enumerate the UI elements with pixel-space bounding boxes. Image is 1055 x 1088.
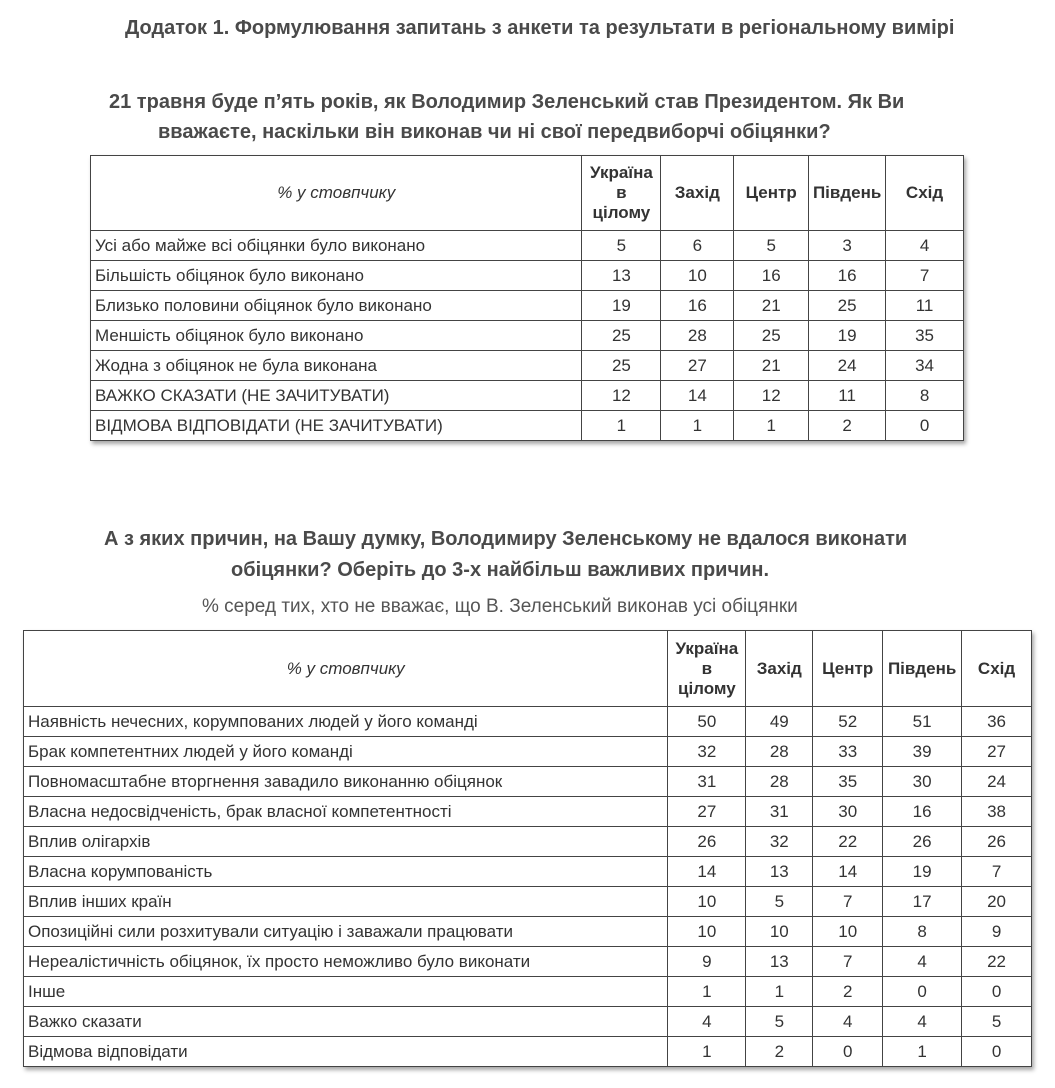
row-label: Інше — [24, 977, 668, 1007]
table-cell-value: 35 — [886, 321, 964, 351]
row-label: Усі або майже всі обіцянки було виконано — [91, 231, 582, 261]
table-cell-value: 31 — [746, 797, 813, 827]
table-cell-value: 3 — [809, 231, 886, 261]
table-cell-value: 30 — [813, 797, 883, 827]
table-row — [91, 411, 964, 441]
table-cell-value: 38 — [962, 797, 1032, 827]
question-1-line-1: 21 травня буде п’ять років, як Володимир Зеленський став Президентом. Як Ви — [109, 91, 905, 113]
table-cell-value: 0 — [813, 1037, 883, 1067]
table-cell-value: 34 — [886, 351, 964, 381]
table-cell-value: 49 — [746, 707, 813, 737]
table-cell-value: 2 — [746, 1037, 813, 1067]
table-cell-value: 25 — [582, 351, 661, 381]
question-2-line-1: А з яких причин, на Вашу думку, Володимиру Зеленському не вдалося виконати — [104, 528, 908, 550]
table-cell-value: 6 — [661, 231, 734, 261]
table-row — [24, 917, 1032, 947]
column-header: Україна в цілому — [582, 156, 661, 231]
table-cell-value: 8 — [886, 381, 964, 411]
row-label: Відмова відповідати — [24, 1037, 668, 1067]
table-cell-value: 4 — [813, 1007, 883, 1037]
question-2-subtitle: % серед тих, хто не вважає, що В. Зеленський виконав усі обіцянки — [202, 596, 798, 617]
table-cell-value: 50 — [668, 707, 746, 737]
table-cell-value: 14 — [661, 381, 734, 411]
table-cell-value: 0 — [962, 1037, 1032, 1067]
row-label: ВАЖКО СКАЗАТИ (НЕ ЗАЧИТУВАТИ) — [91, 381, 582, 411]
table-cell-value: 11 — [809, 381, 886, 411]
row-label: Повномасштабне вторгнення завадило виконанню обіцянок — [24, 767, 668, 797]
table-row — [24, 977, 1032, 1007]
page-title: Додаток 1. Формулювання запитань з анкети та результати в регіональному вимірі — [125, 17, 955, 39]
table-cell-value: 11 — [886, 291, 964, 321]
table-cell-value: 16 — [661, 291, 734, 321]
table-cell-value: 26 — [668, 827, 746, 857]
table-cell-value: 30 — [883, 767, 962, 797]
table-cell-value: 25 — [582, 321, 661, 351]
table-row — [91, 291, 964, 321]
results-table-1 — [90, 155, 964, 441]
table-cell-value: 22 — [813, 827, 883, 857]
table-cell-value: 12 — [734, 381, 809, 411]
table-cell-value: 10 — [668, 887, 746, 917]
table-cell-value: 1 — [746, 977, 813, 1007]
table-cell-value: 27 — [668, 797, 746, 827]
table-cell-value: 5 — [582, 231, 661, 261]
table-row — [91, 381, 964, 411]
table-cell-value: 0 — [962, 977, 1032, 1007]
table-cell-value: 24 — [962, 767, 1032, 797]
table-row — [24, 887, 1032, 917]
table-cell-value: 21 — [734, 291, 809, 321]
table-cell-value: 20 — [962, 887, 1032, 917]
column-header: Південь — [809, 156, 886, 231]
table-row — [24, 707, 1032, 737]
row-label: Близько половини обіцянок було виконано — [91, 291, 582, 321]
table-cell-value: 16 — [883, 797, 962, 827]
column-header: Захід — [746, 631, 813, 707]
table-row — [24, 767, 1032, 797]
table-cell-value: 12 — [582, 381, 661, 411]
table-cell-value: 26 — [883, 827, 962, 857]
table-cell-value: 25 — [734, 321, 809, 351]
table-corner-label: % у стовпчику — [24, 631, 668, 707]
table-row — [24, 1007, 1032, 1037]
table-cell-value: 7 — [813, 887, 883, 917]
table-cell-value: 4 — [668, 1007, 746, 1037]
table-cell-value: 1 — [668, 977, 746, 1007]
table-cell-value: 16 — [734, 261, 809, 291]
table-row — [91, 261, 964, 291]
table-cell-value: 2 — [813, 977, 883, 1007]
table-cell-value: 24 — [809, 351, 886, 381]
table-cell-value: 52 — [813, 707, 883, 737]
table-row — [91, 351, 964, 381]
row-label: Вплив інших країн — [24, 887, 668, 917]
column-header: Центр — [734, 156, 809, 231]
table-cell-value: 22 — [962, 947, 1032, 977]
column-header: Схід — [962, 631, 1032, 707]
table-cell-value: 28 — [746, 767, 813, 797]
table-cell-value: 27 — [962, 737, 1032, 767]
question-2-line-2: обіцянки? Оберіть до 3-х найбільш важливих причин. — [231, 559, 770, 581]
table-cell-value: 32 — [668, 737, 746, 767]
table-cell-value: 19 — [582, 291, 661, 321]
column-header: Україна в цілому — [668, 631, 746, 707]
row-label: ВІДМОВА ВІДПОВІДАТИ (НЕ ЗАЧИТУВАТИ) — [91, 411, 582, 441]
table-header-row — [91, 156, 964, 231]
table-cell-value: 9 — [668, 947, 746, 977]
row-label: Важко сказати — [24, 1007, 668, 1037]
table-cell-value: 36 — [962, 707, 1032, 737]
table-cell-value: 10 — [746, 917, 813, 947]
table-cell-value: 25 — [809, 291, 886, 321]
row-label: Вплив олігархів — [24, 827, 668, 857]
table-cell-value: 26 — [962, 827, 1032, 857]
row-label: Власна недосвідченість, брак власної компетентності — [24, 797, 668, 827]
table-cell-value: 2 — [809, 411, 886, 441]
row-label: Власна корумпованість — [24, 857, 668, 887]
column-header: Центр — [813, 631, 883, 707]
table-cell-value: 1 — [661, 411, 734, 441]
row-label: Опозиційні сили розхитували ситуацію і заважали працювати — [24, 917, 668, 947]
table-cell-value: 10 — [661, 261, 734, 291]
column-header: Захід — [661, 156, 734, 231]
table-cell-value: 4 — [886, 231, 964, 261]
row-label: Брак компетентних людей у його команді — [24, 737, 668, 767]
table-cell-value: 14 — [668, 857, 746, 887]
table-cell-value: 7 — [813, 947, 883, 977]
table-cell-value: 10 — [668, 917, 746, 947]
row-label: Наявність нечесних, корумпованих людей у його команді — [24, 707, 668, 737]
table-cell-value: 0 — [886, 411, 964, 441]
table-cell-value: 31 — [668, 767, 746, 797]
table-cell-value: 13 — [746, 947, 813, 977]
question-1-line-2: вважаєте, наскільки він виконав чи ні свої передвиборчі обіцянки? — [158, 121, 831, 143]
table-cell-value: 8 — [883, 917, 962, 947]
table-row — [24, 827, 1032, 857]
table-cell-value: 27 — [661, 351, 734, 381]
table-cell-value: 19 — [883, 857, 962, 887]
table-cell-value: 4 — [883, 1007, 962, 1037]
table-cell-value: 7 — [962, 857, 1032, 887]
table-cell-value: 21 — [734, 351, 809, 381]
row-label: Меншість обіцянок було виконано — [91, 321, 582, 351]
table-row — [24, 1037, 1032, 1067]
table-header-row — [24, 631, 1032, 707]
table-cell-value: 10 — [813, 917, 883, 947]
table-cell-value: 5 — [746, 887, 813, 917]
table-cell-value: 0 — [883, 977, 962, 1007]
table-row — [24, 857, 1032, 887]
table-cell-value: 1 — [582, 411, 661, 441]
row-label: Жодна з обіцянок не була виконана — [91, 351, 582, 381]
table-cell-value: 5 — [746, 1007, 813, 1037]
table-cell-value: 14 — [813, 857, 883, 887]
table-row — [91, 231, 964, 261]
table-cell-value: 5 — [962, 1007, 1032, 1037]
table-cell-value: 51 — [883, 707, 962, 737]
table-cell-value: 1 — [734, 411, 809, 441]
table-cell-value: 4 — [883, 947, 962, 977]
table-row — [24, 947, 1032, 977]
table-cell-value: 19 — [809, 321, 886, 351]
column-header: Південь — [883, 631, 962, 707]
table-row — [91, 321, 964, 351]
table-cell-value: 9 — [962, 917, 1032, 947]
table-cell-value: 1 — [883, 1037, 962, 1067]
table-cell-value: 16 — [809, 261, 886, 291]
table-cell-value: 13 — [746, 857, 813, 887]
table-cell-value: 17 — [883, 887, 962, 917]
table-cell-value: 33 — [813, 737, 883, 767]
table-cell-value: 5 — [734, 231, 809, 261]
table-cell-value: 1 — [668, 1037, 746, 1067]
column-header: Схід — [886, 156, 964, 231]
table-cell-value: 39 — [883, 737, 962, 767]
table-cell-value: 28 — [746, 737, 813, 767]
results-table-2 — [23, 630, 1032, 1067]
table-cell-value: 13 — [582, 261, 661, 291]
table-row — [24, 797, 1032, 827]
table-cell-value: 7 — [886, 261, 964, 291]
table-row — [24, 737, 1032, 767]
table-corner-label: % у стовпчику — [91, 156, 582, 231]
row-label: Більшість обіцянок було виконано — [91, 261, 582, 291]
table-cell-value: 28 — [661, 321, 734, 351]
table-cell-value: 32 — [746, 827, 813, 857]
table-cell-value: 35 — [813, 767, 883, 797]
row-label: Нереалістичність обіцянок, їх просто неможливо було виконати — [24, 947, 668, 977]
